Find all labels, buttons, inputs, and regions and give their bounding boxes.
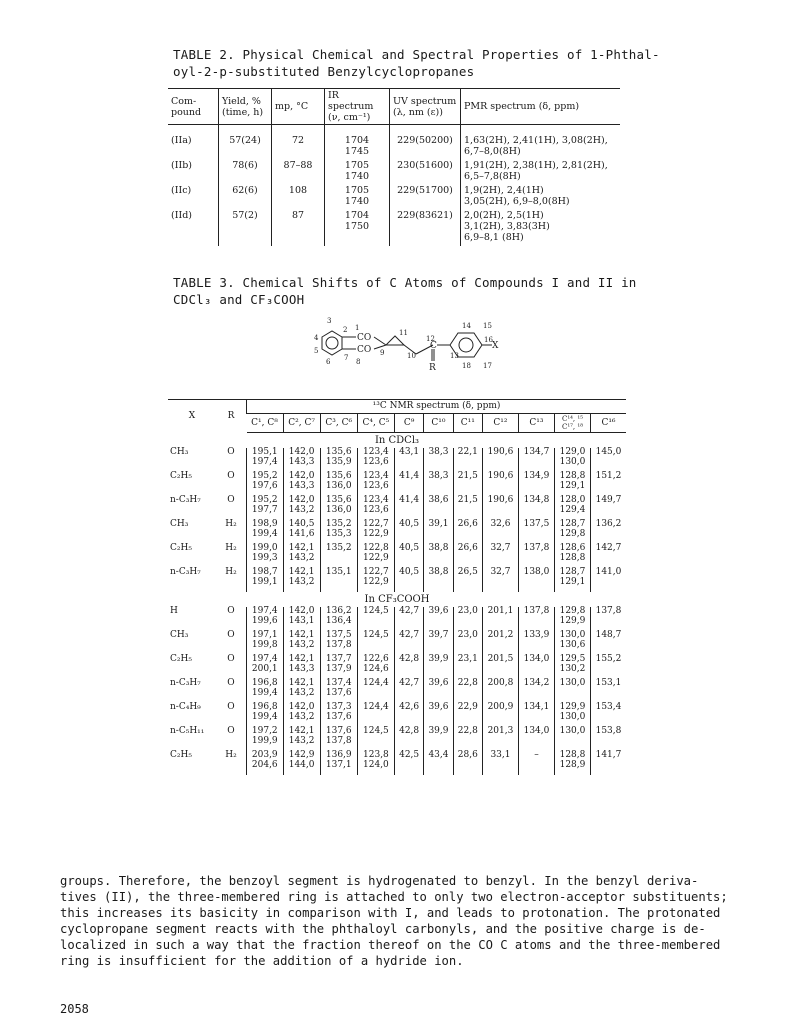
table3-cell-value: 122,7 122,9 (357, 520, 394, 544)
atom-number-12: 12 (426, 335, 435, 343)
table2-spacer-cell (168, 125, 219, 136)
phthaloyl-benzene-ring (322, 331, 342, 355)
table3-cell-value: 155,2 (591, 655, 627, 679)
table3-cell-x: C₂H₅ (170, 750, 192, 760)
table3-cell-value: 201,3 (482, 727, 518, 751)
table3-caption (173, 274, 637, 308)
table2-cell-uv: 229(83621) (390, 210, 461, 246)
atom-number-7: 7 (344, 354, 349, 362)
table3-cell-value: 41,4 (394, 496, 423, 520)
body-line: ring is insufficient for the addition of a hydride ion. (60, 954, 464, 968)
table3-cell-value: 135,6 136,0 (320, 496, 357, 520)
table3-cell-value: 195,2 197,7 (247, 496, 284, 520)
body-line: cyclopropane segment reacts with the phthaloyl carbonyls, and the positive charge is de- (60, 922, 706, 936)
table3-cell-value: 137,5 137,8 (320, 631, 357, 655)
t3-header-col: C¹¹ (453, 414, 482, 433)
table3-cell-value: 151,2 (591, 472, 627, 496)
table3-cell-x: C₂H₅ (170, 543, 192, 553)
table3-cell-value: 128,8 128,9 (554, 751, 590, 775)
table3-cell-value: 200,8 (482, 679, 518, 703)
t3-header-col: C¹⁰ (424, 414, 453, 433)
table3-cell-value: 122,6 124,6 (357, 655, 394, 679)
table3-row (168, 655, 626, 679)
table3-cell-value: 42,7 (394, 631, 423, 655)
table2-cell-pmr: 1,63(2H), 2,41(1H), 3,08(2H), 6,7–8,0(8H) (461, 135, 621, 160)
table3-cell-value: 142,9 144,0 (283, 751, 320, 775)
table2-spacer-cell (390, 125, 461, 136)
table3-cell-value: 28,6 (453, 751, 482, 775)
table3-cell-value: 141,7 (591, 751, 627, 775)
table2-spacer-cell (325, 125, 390, 136)
table3-cell-r: O (227, 702, 235, 712)
table3-cell-value: 39,9 (424, 727, 453, 751)
table3-cell-value: 124,5 (357, 727, 394, 751)
table3-cell-value: 23,0 (453, 631, 482, 655)
table3-cell-value: 41,4 (394, 472, 423, 496)
table3-cell-r: O (227, 726, 235, 736)
table3-cell-value: 153,1 (591, 679, 627, 703)
table3-cell-value: 203,9 204,6 (247, 751, 284, 775)
table3-cell-x: CH₃ (170, 519, 189, 529)
table3-cell-value: 190,6 (482, 472, 518, 496)
atom-number-11: 11 (399, 329, 408, 337)
table3-cell-value: 129,5 130,2 (554, 655, 590, 679)
table3-cell-value: – (518, 751, 554, 775)
table3 (168, 399, 626, 775)
table3-cell-value: 38,8 (424, 568, 453, 592)
t3-header-nmr: ¹³C NMR spectrum (δ, ppm) (247, 400, 627, 414)
table3-cell-value: 137,3 137,6 (320, 703, 357, 727)
table2-cell-uv: 229(51700) (390, 185, 461, 210)
table3-cell-value: 39,6 (424, 679, 453, 703)
table3-cell-value: 32,7 (482, 568, 518, 592)
atom-number-2: 2 (343, 326, 348, 334)
table3-cell-value: 142,0 143,1 (283, 607, 320, 631)
atom-number-13: 13 (450, 352, 459, 360)
table3-cell-r: O (227, 678, 235, 688)
t2-header-yield: Yield, % (time, h) (219, 89, 272, 125)
table2-spacer (168, 125, 620, 136)
table3-cell-value: 38,3 (424, 472, 453, 496)
cyclopropane-ring (386, 336, 404, 345)
table2-cell-pmr: 2,0(2H), 2,5(1H) 3,1(2H), 3,83(3H) 6,9–8,1 (8H) (461, 210, 621, 246)
table3-cell-value: 38,3 (424, 448, 453, 472)
table3-cell-r: H₂ (225, 750, 237, 760)
table3-cell-value: 197,2 199,9 (247, 727, 284, 751)
carbonyl-bottom-label: CO (357, 345, 372, 355)
table3-cell-r: O (227, 654, 235, 664)
table3-row (168, 751, 626, 775)
table3-cell-value: 124,5 (357, 631, 394, 655)
table3-cell-value: 137,6 137,8 (320, 727, 357, 751)
atom-number-6: 6 (326, 358, 331, 366)
table3-cell-value: 123,4 123,6 (357, 496, 394, 520)
table3-caption-line1: TABLE 3. Chemical Shifts of C Atoms of Compounds I and II in (173, 275, 637, 290)
table3-cell-value: 128,0 129,4 (554, 496, 590, 520)
table3-cell-value: 201,2 (482, 631, 518, 655)
table3-cell-value: 148,7 (591, 631, 627, 655)
table3-cell-value: 142,7 (591, 544, 627, 568)
table3-cell-value: 124,5 (357, 607, 394, 631)
table3-cell-value: 138,0 (518, 568, 554, 592)
table3-cell-value: 142,0 143,3 (283, 448, 320, 472)
table3-row (168, 727, 626, 751)
structure-diagram (300, 316, 530, 386)
table3-row (168, 520, 626, 544)
table3-cell-value: 122,7 122,9 (357, 568, 394, 592)
table2-body (168, 125, 620, 247)
table3-cell-value: 135,1 (320, 568, 357, 592)
table3-cell-value: 134,9 (518, 472, 554, 496)
table3-cell-x: H (170, 606, 178, 616)
table3-cell-value: 137,5 (518, 520, 554, 544)
table2-spacer-cell (272, 125, 325, 136)
table3-cell-value: 142,1 143,2 (283, 631, 320, 655)
table3-cell-r: O (227, 630, 235, 640)
table2-header-row (168, 89, 620, 125)
table2-cell-yield: 57(24) (219, 135, 272, 160)
table3-cell-value: 195,2 197,6 (247, 472, 284, 496)
table2-cell-ir: 1704 1745 (325, 135, 390, 160)
table3-row (168, 607, 626, 631)
table3-cell-r: H₂ (225, 567, 237, 577)
table3-cell-value: 128,7 129,8 (554, 520, 590, 544)
table3-cell-value: 153,4 (591, 703, 627, 727)
table2-caption-line2: oyl-2-p-substituted Benzylcyclopropanes (173, 64, 475, 79)
table3-row (168, 448, 626, 472)
table3-cell-value: 40,5 (394, 568, 423, 592)
table3-cell-value: 39,7 (424, 631, 453, 655)
table3-cell-value: 142,1 143,2 (283, 544, 320, 568)
table3-cell-value: 197,1 199,8 (247, 631, 284, 655)
carbonyl-top-label: CO (357, 333, 372, 343)
table3-cell-value: 130,0 (554, 679, 590, 703)
table3-cell-value: 129,0 130,0 (554, 448, 590, 472)
table3-section-label: In CDCl₃ (374, 435, 420, 446)
atom-number-3: 3 (327, 317, 332, 325)
table3-cell-value: 145,0 (591, 448, 627, 472)
table3-cell-value: 134,2 (518, 679, 554, 703)
atom-number-10: 10 (407, 352, 416, 360)
table3-cell-value: 142,0 143,2 (283, 496, 320, 520)
table3-row (168, 544, 626, 568)
table3-caption-line2: CDCl₃ and CF₃COOH (173, 292, 305, 307)
table3-section-row (168, 592, 626, 607)
table3-cell-value: 140,5 141,6 (283, 520, 320, 544)
table3-cell-x: n-C₃H₇ (170, 495, 201, 505)
t2-header-pmr: PMR spectrum (δ, ppm) (461, 89, 621, 125)
table3-cell-value: 128,6 128,8 (554, 544, 590, 568)
table3-cell-value: 149,7 (591, 496, 627, 520)
table3-cell-value: 40,5 (394, 520, 423, 544)
table2-caption (173, 46, 660, 80)
table3-cell-value: 199,0 199,3 (247, 544, 284, 568)
table3-cell-value: 123,8 124,0 (357, 751, 394, 775)
table3-cell-value: 142,1 143,2 (283, 727, 320, 751)
table2-cell-yield: 78(6) (219, 160, 272, 185)
table3-cell-value: 134,1 (518, 703, 554, 727)
table2-caption-line1: TABLE 2. Physical Chemical and Spectral Properties of 1-Phthal- (173, 47, 660, 62)
table3-cell-value: 40,5 (394, 544, 423, 568)
table3-cell-value: 32,7 (482, 544, 518, 568)
table2-row (168, 135, 620, 160)
table3-cell-value: 130,0 130,6 (554, 631, 590, 655)
t3-header-col: C¹³ (518, 414, 554, 433)
table3-cell-value: 23,0 (453, 607, 482, 631)
table3-cell-value: 142,1 143,2 (283, 679, 320, 703)
table3-cell-value: 26,6 (453, 520, 482, 544)
table3-cell-value: 196,8 199,4 (247, 703, 284, 727)
table3-cell-x: n-C₃H₇ (170, 678, 201, 688)
t2-header-ir: IR spectrum (ν, cm⁻¹) (325, 89, 390, 125)
table3-cell-value: 42,8 (394, 655, 423, 679)
t2-header-uv: UV spectrum (λ, nm (ε)) (390, 89, 461, 125)
table3-row (168, 679, 626, 703)
atom-number-4: 4 (314, 334, 319, 342)
table2-row (168, 210, 620, 246)
table2-row (168, 185, 620, 210)
table3-cell-value: 42,5 (394, 751, 423, 775)
table3-cell-value: 137,8 (591, 607, 627, 631)
table3-cell-value: 200,9 (482, 703, 518, 727)
atom-number-8: 8 (356, 358, 361, 366)
table3-cell-value: 43,1 (394, 448, 423, 472)
body-line: tives (II), the three-membered ring is attached to only two electron-acceptor substituents; (60, 890, 728, 904)
table2-cell-mp: 87 (272, 210, 325, 246)
table3-cell-value: 137,7 137,9 (320, 655, 357, 679)
table2-row (168, 160, 620, 185)
table3-cell-value: 198,7 199,1 (247, 568, 284, 592)
table3-row (168, 472, 626, 496)
table3-cell-r: O (227, 471, 235, 481)
table3-cell-value: 39,6 (424, 703, 453, 727)
table3-cell-value: 134,8 (518, 496, 554, 520)
t3-header-col: C¹⁴, ¹⁵ C¹⁷, ¹⁸ (554, 414, 590, 433)
table3-cell-value: 123,4 123,6 (357, 448, 394, 472)
table2-cell-ir: 1705 1740 (325, 160, 390, 185)
atom-number-18: 18 (462, 362, 471, 370)
table3-cell-value: 128,8 129,1 (554, 472, 590, 496)
page-number: 2058 (60, 1002, 89, 1016)
table3-cell-value: 22,1 (453, 448, 482, 472)
table2-cell-mp: 108 (272, 185, 325, 210)
table3-cell-x: n-C₃H₇ (170, 567, 201, 577)
atom-number-9: 9 (380, 349, 385, 357)
table3-cell-value: 39,9 (424, 655, 453, 679)
atom-number-5: 5 (314, 347, 319, 355)
table3-cell-value: 122,8 122,9 (357, 544, 394, 568)
atom-number-17: 17 (483, 362, 492, 370)
atom-number-15: 15 (483, 322, 492, 330)
table3-cell-value: 42,6 (394, 703, 423, 727)
table3-cell-value: 197,4 200,1 (247, 655, 284, 679)
table3-cell-value: 135,2 135,3 (320, 520, 357, 544)
table3-header-row-1 (168, 400, 626, 414)
table3-cell-value: 43,4 (424, 751, 453, 775)
table2-cell-mp: 72 (272, 135, 325, 160)
table3-cell-value: 137,8 (518, 544, 554, 568)
table3-cell-value: 137,4 137,6 (320, 679, 357, 703)
atom-number-14: 14 (462, 322, 471, 330)
table3-cell-value: 22,9 (453, 703, 482, 727)
table3-cell-value: 135,2 (320, 544, 357, 568)
table3-cell-value: 129,9 130,0 (554, 703, 590, 727)
table2 (168, 88, 620, 246)
table2-cell-pmr: 1,9(2H), 2,4(1H) 3,05(2H), 6,9–8,0(8H) (461, 185, 621, 210)
table2-cell-yield: 62(6) (219, 185, 272, 210)
table3-cell-value: 134,7 (518, 448, 554, 472)
table3-cell-r: H₂ (225, 543, 237, 553)
carbon-c12-label: C (430, 341, 437, 351)
table3-cell-value: 38,8 (424, 544, 453, 568)
table3-cell-x: n-C₅H₁₁ (170, 726, 205, 736)
table3-cell-value: 42,8 (394, 727, 423, 751)
table3-cell-value: 197,4 199,6 (247, 607, 284, 631)
t3-header-col: C¹⁶ (591, 414, 627, 433)
table3-cell-value: 201,1 (482, 607, 518, 631)
table3-cell-value: 128,7 129,1 (554, 568, 590, 592)
table3-cell-value: 134,0 (518, 655, 554, 679)
table3-cell-value: 22,8 (453, 679, 482, 703)
table3-cell-value: 190,6 (482, 496, 518, 520)
t3-header-r: R (216, 400, 247, 433)
table3-cell-value: 39,6 (424, 607, 453, 631)
t3-header-col: C³, C⁶ (320, 414, 357, 433)
table3-cell-value: 141,0 (591, 568, 627, 592)
table3-row (168, 703, 626, 727)
table3-cell-r: H₂ (225, 519, 237, 529)
table3-cell-value: 123,4 123,6 (357, 472, 394, 496)
table3-cell-value: 136,2 136,4 (320, 607, 357, 631)
substituent-r-label: R (429, 363, 436, 373)
table3-cell-value: 124,4 (357, 703, 394, 727)
table3-cell-value: 134,0 (518, 727, 554, 751)
table2-cell-pmr: 1,91(2H), 2,38(1H), 2,81(2H), 6,5–7,8(8H) (461, 160, 621, 185)
table3-cell-value: 136,2 (591, 520, 627, 544)
t3-header-col: C², C⁷ (283, 414, 320, 433)
atom-number-16: 16 (484, 336, 493, 344)
table3-cell-value: 21,5 (453, 472, 482, 496)
table3-cell-value: 32,6 (482, 520, 518, 544)
table3-row (168, 496, 626, 520)
table3-cell-value: 39,1 (424, 520, 453, 544)
t3-header-col: C⁴, C⁵ (357, 414, 394, 433)
table3-cell-x: n-C₄H₉ (170, 702, 201, 712)
table2-cell-compound: (IIc) (171, 185, 192, 196)
table3-row (168, 568, 626, 592)
table3-cell-value: 196,8 199,4 (247, 679, 284, 703)
table3-cell-value: 21,5 (453, 496, 482, 520)
table2-cell-compound: (IIa) (171, 135, 192, 146)
table2-cell-compound: (IIb) (171, 160, 192, 171)
table3-cell-value: 142,0 143,2 (283, 703, 320, 727)
table3-cell-r: O (227, 447, 235, 457)
table3-cell-value: 133,9 (518, 631, 554, 655)
table3-cell-value: 198,9 199,4 (247, 520, 284, 544)
table2-cell-compound: (IId) (171, 210, 192, 221)
table3-cell-value: 22,8 (453, 727, 482, 751)
table3-cell-value: 142,1 143,3 (283, 655, 320, 679)
t3-header-col: C¹² (482, 414, 518, 433)
table3-cell-value: 190,6 (482, 448, 518, 472)
table3-cell-value: 124,4 (357, 679, 394, 703)
table3-cell-value: 195,1 197,4 (247, 448, 284, 472)
t3-header-x: X (168, 400, 216, 433)
body-line: this increases its basicity in comparison with I, and leads to protonation. The protonated (60, 906, 721, 920)
table3-row (168, 631, 626, 655)
t2-header-compound: Com- pound (168, 89, 219, 125)
body-paragraph (60, 873, 750, 969)
table3-cell-value: 136,9 137,1 (320, 751, 357, 775)
table2-cell-yield: 57(2) (219, 210, 272, 246)
table3-cell-value: 38,6 (424, 496, 453, 520)
table3-cell-value: 42,7 (394, 679, 423, 703)
table2-cell-ir: 1705 1740 (325, 185, 390, 210)
table3-cell-value: 137,8 (518, 607, 554, 631)
table2-cell-mp: 87–88 (272, 160, 325, 185)
table2-cell-uv: 230(51600) (390, 160, 461, 185)
table3-cell-value: 142,1 143,2 (283, 568, 320, 592)
table3-section-row (168, 433, 626, 449)
table3-section-label: In CF₃COOH (364, 594, 430, 605)
table3-cell-value: 129,8 129,9 (554, 607, 590, 631)
table3-cell-value: 42,7 (394, 607, 423, 631)
table3-body (168, 433, 626, 776)
table3-cell-x: C₂H₅ (170, 654, 192, 664)
table3-cell-value: 26,6 (453, 544, 482, 568)
table3-cell-value: 201,5 (482, 655, 518, 679)
table2-cell-uv: 229(50200) (390, 135, 461, 160)
t2-header-mp: mp, °C (272, 89, 325, 125)
table3-cell-x: CH₃ (170, 630, 189, 640)
atom-number-1: 1 (355, 324, 360, 332)
table2-spacer-cell (219, 125, 272, 136)
t3-header-col: C¹, C⁸ (247, 414, 284, 433)
table3-cell-value: 33,1 (482, 751, 518, 775)
table3-cell-value: 130,0 (554, 727, 590, 751)
table3-cell-value: 135,6 136,0 (320, 472, 357, 496)
substituent-x-label: X (492, 341, 499, 351)
t3-header-col: C⁹ (394, 414, 423, 433)
table3-cell-value: 23,1 (453, 655, 482, 679)
table3-cell-value: 153,8 (591, 727, 627, 751)
table2-spacer-cell (461, 125, 621, 136)
body-line: localized in such a way that the fraction thereof on the CO C atoms and the three-membered (60, 938, 721, 952)
body-line: groups. Therefore, the benzoyl segment is hydrogenated to benzyl. In the benzyl deriva- (60, 874, 699, 888)
table3-cell-r: O (227, 495, 235, 505)
table2-cell-ir: 1704 1750 (325, 210, 390, 246)
table3-cell-value: 135,6 135,9 (320, 448, 357, 472)
table3-cell-x: C₂H₅ (170, 471, 192, 481)
table3-cell-value: 26,5 (453, 568, 482, 592)
table3-cell-x: CH₃ (170, 447, 189, 457)
table3-cell-value: 142,0 143,3 (283, 472, 320, 496)
table3-cell-r: O (227, 606, 235, 616)
